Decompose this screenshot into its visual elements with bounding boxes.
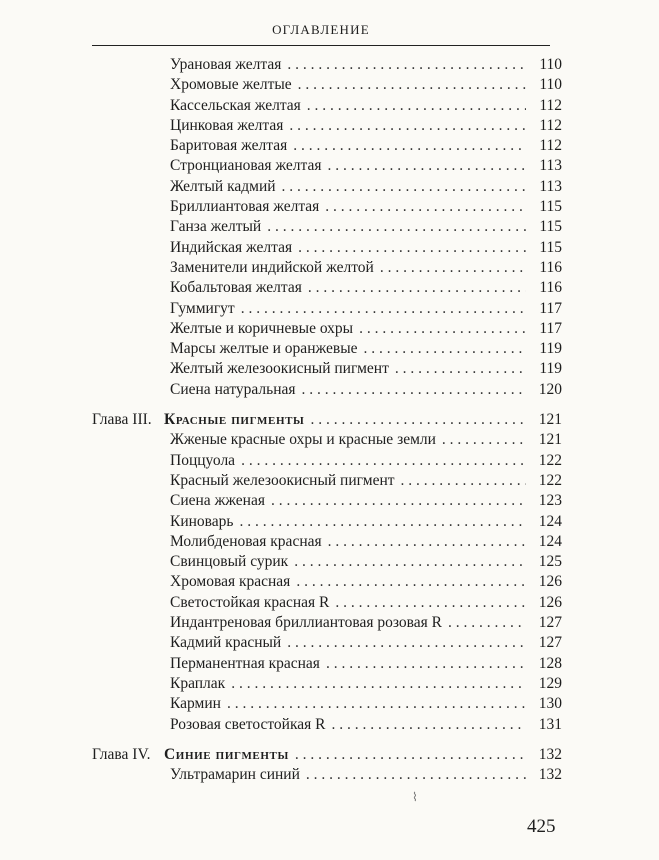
toc-entry-row <box>92 532 562 552</box>
dot-leader <box>401 471 526 491</box>
toc-entry <box>170 238 562 258</box>
header-rule <box>92 45 550 46</box>
toc-entry-row <box>92 116 562 136</box>
dot-leader <box>271 491 526 511</box>
toc-entry <box>170 674 562 694</box>
dot-leader <box>310 410 526 430</box>
dot-leader <box>241 451 526 471</box>
toc-entry-title: Сиена натуральная <box>170 380 296 398</box>
toc-entry-title: Кобальтовая желтая <box>170 279 302 297</box>
dot-leader <box>326 654 526 674</box>
toc-entry-row <box>92 278 562 298</box>
dot-leader <box>231 674 526 694</box>
toc-page-number: 115 <box>539 218 562 236</box>
dot-leader <box>240 512 527 532</box>
dot-leader <box>308 278 526 298</box>
toc-entry-row <box>92 217 562 237</box>
toc-entry <box>170 491 562 511</box>
toc-entry-row <box>92 491 562 511</box>
toc-entry <box>170 339 562 359</box>
toc-page-number: 119 <box>539 360 562 378</box>
toc-entry <box>170 156 562 176</box>
toc-entry-title: Ганза желтый <box>170 218 262 236</box>
dot-leader <box>241 299 526 319</box>
toc-entry-title: Ультрамарин синий <box>170 766 300 784</box>
toc-entry-row <box>92 55 562 75</box>
toc-entry-title: Розовая светостойкая R <box>170 715 326 733</box>
toc-page-number: 123 <box>538 492 562 510</box>
dot-leader <box>328 156 527 176</box>
toc-entry-row <box>92 299 562 319</box>
dot-leader <box>293 136 526 156</box>
toc-entry-row <box>92 633 562 653</box>
toc-page-number: 128 <box>538 654 562 672</box>
toc-page-number: 124 <box>538 532 562 550</box>
toc-entry-title: Перманентная красная <box>170 654 320 672</box>
toc-entry <box>170 55 562 75</box>
toc-entry <box>170 532 562 552</box>
toc-entry <box>170 299 562 319</box>
toc-entry <box>170 765 562 785</box>
toc-entry-row <box>92 238 562 258</box>
toc-page-number: 112 <box>539 96 562 114</box>
dot-leader <box>442 430 526 450</box>
toc-entry <box>170 380 562 400</box>
toc-entry-title: Жженые красные охры и красные земли <box>170 431 436 449</box>
toc-page-number: 119 <box>539 340 562 358</box>
toc-page-number: 115 <box>539 238 562 256</box>
toc-page-number: 132 <box>538 745 562 763</box>
dot-leader <box>363 339 526 359</box>
toc-entry-title: Красный железоокисный пигмент <box>170 471 395 489</box>
toc-page-number: 127 <box>538 614 562 632</box>
toc-page-number: 127 <box>538 634 562 652</box>
toc-page-number: 126 <box>538 593 562 611</box>
toc-entry-row <box>92 136 562 156</box>
toc-entry-row <box>92 75 562 95</box>
toc-entry <box>170 136 562 156</box>
toc-entry <box>170 654 562 674</box>
toc-entry-title: Киноварь <box>170 512 234 530</box>
dot-leader <box>289 116 526 136</box>
toc-entry-row <box>92 156 562 176</box>
dot-leader <box>267 217 526 237</box>
toc-entry <box>170 177 562 197</box>
toc-entry <box>170 319 562 339</box>
toc-page-number: 116 <box>539 279 562 297</box>
toc-entry <box>170 217 562 237</box>
toc-entry-row <box>92 451 562 471</box>
dot-leader <box>287 633 526 653</box>
toc-entry-row <box>92 359 562 379</box>
dot-leader <box>295 745 526 765</box>
page-number: 425 <box>527 816 556 837</box>
toc-chapter-number: Глава IV. <box>92 745 151 763</box>
dot-leader <box>395 359 526 379</box>
toc-entry-title: Желтые и коричневые охры <box>170 319 354 337</box>
dot-leader <box>296 572 526 592</box>
toc-entry <box>170 694 562 714</box>
dot-leader <box>307 96 526 116</box>
dot-leader <box>287 55 526 75</box>
toc-page-number: 125 <box>538 553 562 571</box>
toc-entry <box>170 633 562 653</box>
toc-page-number: 122 <box>538 471 562 489</box>
toc-entry-title: Светостойкая красная R <box>170 593 330 611</box>
toc-entry-title: Хромовые желтые <box>170 76 292 94</box>
toc-page-number: 121 <box>538 411 562 429</box>
toc-page-number: 121 <box>538 431 562 449</box>
toc-entry <box>170 96 562 116</box>
toc-entry <box>170 359 562 379</box>
toc-entry-row <box>92 765 562 785</box>
toc-entry-title: Урановая желтая <box>170 56 282 73</box>
toc-chapter-title: Красные пигменты <box>164 411 305 429</box>
toc-entry-row <box>92 572 562 592</box>
table-of-contents <box>92 55 562 785</box>
dot-leader <box>282 177 526 197</box>
toc-entry-title: Сиена жженая <box>170 492 265 510</box>
toc-page-number: 117 <box>539 299 562 317</box>
toc-entry-title: Свинцовый сурик <box>170 553 289 571</box>
toc-entry-title: Стронциановая желтая <box>170 157 322 175</box>
dot-leader <box>325 197 526 217</box>
toc-chapter-row <box>92 745 562 765</box>
toc-page-number: 122 <box>538 451 562 469</box>
toc-entry-row <box>92 380 562 400</box>
toc-entry-title: Цинковая желтая <box>170 116 284 134</box>
toc-page-number: 124 <box>538 512 562 530</box>
pencil-mark-icon: ⌇ <box>412 790 418 804</box>
toc-chapter-title: Синие пигменты <box>164 745 289 763</box>
toc-entry-row <box>92 512 562 532</box>
toc-entry <box>170 715 562 735</box>
toc-entry-row <box>92 471 562 491</box>
toc-entry-row <box>92 552 562 572</box>
dot-leader <box>331 715 526 735</box>
dot-leader <box>359 319 526 339</box>
toc-page-number: 130 <box>538 695 562 713</box>
toc-entry-title: Кадмий красный <box>170 634 282 652</box>
toc-page-number: 131 <box>538 715 562 733</box>
toc-entry-title: Индантреновая бриллиантовая розовая R <box>170 614 442 632</box>
toc-entry-title: Баритовая желтая <box>170 137 288 155</box>
dot-leader <box>294 552 526 572</box>
toc-entry <box>170 430 562 450</box>
dot-leader <box>302 380 526 400</box>
toc-entry-title: Желтый железоокисный пигмент <box>170 360 389 378</box>
toc-chapter-number: Глава III. <box>92 411 152 429</box>
toc-entry-title: Желтый кадмий <box>170 177 276 195</box>
toc-entry-row <box>92 197 562 217</box>
toc-entry-row <box>92 319 562 339</box>
dot-leader <box>328 532 526 552</box>
dot-leader <box>298 238 526 258</box>
toc-entry-title: Кармин <box>170 695 221 713</box>
toc-page-number: 112 <box>539 116 562 134</box>
dot-leader <box>306 765 526 785</box>
toc-entry-row <box>92 613 562 633</box>
toc-page-number: 113 <box>539 157 562 175</box>
toc-entry-row <box>92 258 562 278</box>
toc-page-number: 113 <box>539 177 562 195</box>
toc-entry <box>170 593 562 613</box>
toc-entry-row <box>92 715 562 735</box>
toc-page-number: 132 <box>538 766 562 784</box>
toc-page-number: 112 <box>539 137 562 155</box>
toc-entry-title: Гуммигут <box>170 299 235 317</box>
dot-leader <box>227 694 526 714</box>
toc-entry <box>170 613 562 633</box>
toc-page-number: 117 <box>539 319 562 337</box>
toc-entry-row <box>92 694 562 714</box>
toc-entry-title: Кассельская желтая <box>170 96 301 114</box>
dot-leader <box>335 593 526 613</box>
toc-page-number: 110 <box>539 76 562 94</box>
toc-entry-row <box>92 96 562 116</box>
toc-entry <box>170 197 562 217</box>
toc-page-number: 120 <box>538 380 562 398</box>
toc-entry <box>170 75 562 95</box>
toc-entry <box>170 278 562 298</box>
toc-entry <box>170 471 562 491</box>
toc-entry-row <box>92 339 562 359</box>
toc-entry-title: Индийская желтая <box>170 238 293 256</box>
dot-leader <box>380 258 526 278</box>
toc-entry-title: Поццуола <box>170 451 236 469</box>
toc-entry <box>170 116 562 136</box>
toc-entry <box>170 552 562 572</box>
toc-page-number: 110 <box>539 56 562 73</box>
toc-entry <box>170 512 562 532</box>
page-header-title: ОГЛАВЛЕНИЕ <box>272 22 370 37</box>
toc-entry-row <box>92 674 562 694</box>
toc-entry-title: Заменители индийской желтой <box>170 258 374 276</box>
toc-entry <box>164 410 562 430</box>
toc-page-number: 129 <box>538 674 562 692</box>
toc-entry-row <box>92 654 562 674</box>
toc-entry-row <box>92 177 562 197</box>
toc-entry-title: Марсы желтые и оранжевые <box>170 340 358 358</box>
toc-page-number: 115 <box>539 198 562 216</box>
dot-leader <box>448 613 526 633</box>
toc-entry-title: Молибденовая красная <box>170 532 322 550</box>
toc-entry <box>170 451 562 471</box>
toc-page-number: 126 <box>538 573 562 591</box>
toc-entry <box>170 572 562 592</box>
toc-entry-row <box>92 430 562 450</box>
toc-entry-title: Краплак <box>170 674 226 692</box>
toc-entry <box>164 745 562 765</box>
toc-entry-title: Бриллиантовая желтая <box>170 198 320 216</box>
toc-entry-title: Хромовая красная <box>170 573 291 591</box>
toc-page-number: 116 <box>539 258 562 276</box>
toc-entry <box>170 258 562 278</box>
toc-entry-row <box>92 593 562 613</box>
dot-leader <box>298 75 526 95</box>
toc-chapter-row <box>92 410 562 430</box>
